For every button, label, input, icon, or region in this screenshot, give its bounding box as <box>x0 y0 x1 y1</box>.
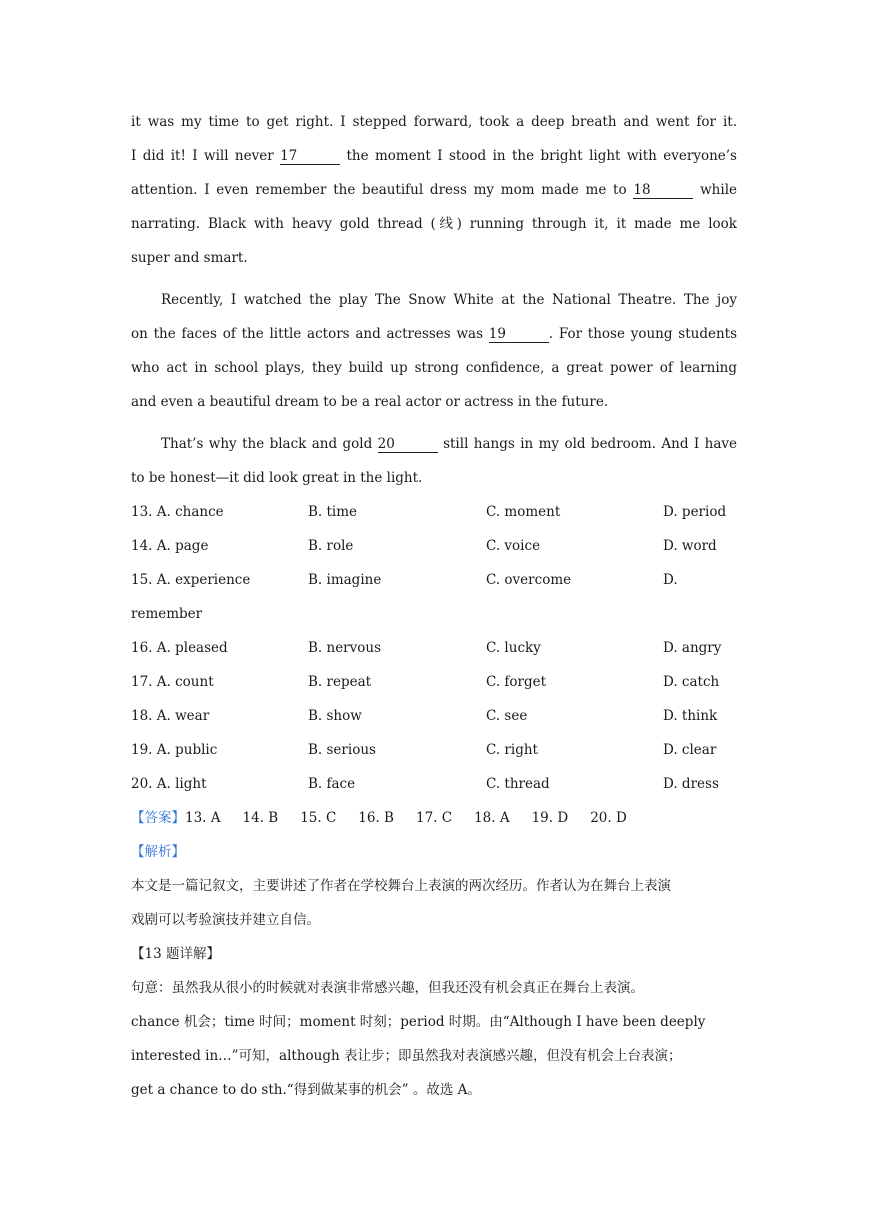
option-b: B. serious <box>308 742 376 758</box>
text-segment: the moment I stood in the bright light with everyone’s <box>340 148 737 164</box>
question-19 <box>131 733 737 767</box>
passage-paragraph-1 <box>131 105 737 275</box>
detail-line: 句意：虽然我从很小的时候就对表演非常感兴趣，但我还没有机会真正在舞台上表演。 <box>131 980 644 996</box>
analysis-summary-line: 本文是一篇记叙文，主要讲述了作者在学校舞台上表演的两次经历。作者认为在舞台上表演 <box>131 878 671 894</box>
blank-18: 18 <box>633 182 693 199</box>
question-20 <box>131 767 737 801</box>
text-line: and even a beautiful dream to be a real actor or actress in the future. <box>131 394 609 410</box>
option-a: 14. A. page <box>131 538 209 554</box>
question-list <box>131 495 737 801</box>
answer-item: 18. A <box>474 810 510 826</box>
spacer <box>131 275 737 283</box>
option-d: D. catch <box>663 674 720 690</box>
passage-paragraph-3 <box>131 427 737 495</box>
option-c: C. thread <box>486 776 550 792</box>
answer-item: 14. B <box>242 810 279 826</box>
option-c: C. see <box>486 708 528 724</box>
option-d-wrap: remember <box>131 606 203 622</box>
text-line: narrating. Black with heavy gold thread (线) running through it, it made me look <box>131 216 737 232</box>
option-d: D. period <box>663 504 727 520</box>
text-line <box>131 427 737 461</box>
option-b: B. show <box>308 708 362 724</box>
option-c: C. lucky <box>486 640 541 656</box>
option-b: B. imagine <box>308 572 382 588</box>
blank-19: 19 <box>489 326 549 343</box>
option-c: C. overcome <box>486 572 572 588</box>
option-a: 15. A. experience <box>131 572 251 588</box>
answer-item: 16. B <box>358 810 394 826</box>
text-segment: . For those young students <box>548 326 737 342</box>
option-d: D. dress <box>663 776 719 792</box>
blank-17: 17 <box>280 148 340 165</box>
option-b: B. role <box>308 538 354 554</box>
option-a: 19. A. public <box>131 742 218 758</box>
text-segment: attention. I even remember the beautiful dress my mom made me to <box>131 182 634 198</box>
analysis-summary-line: 戏剧可以考验演技并建立自信。 <box>131 912 320 928</box>
option-d: D. think <box>663 708 718 724</box>
detail-line: chance 机会；time 时间；moment 时刻；period 时期。由“Although I have been deeply <box>131 1014 706 1030</box>
option-c: C. forget <box>486 674 547 690</box>
option-a: 17. A. count <box>131 674 214 690</box>
text-segment: That’s why the black and gold <box>161 436 378 452</box>
text-line <box>131 317 737 351</box>
option-d: D. clear <box>663 742 717 758</box>
option-a: 13. A. chance <box>131 504 224 520</box>
option-b: B. repeat <box>308 674 372 690</box>
question-15 <box>131 563 737 597</box>
text-line <box>131 139 737 173</box>
option-a: 16. A. pleased <box>131 640 228 656</box>
option-b: B. time <box>308 504 358 520</box>
question-18 <box>131 699 737 733</box>
question-17 <box>131 665 737 699</box>
option-a: 18. A. wear <box>131 708 210 724</box>
answer-item: 13. A <box>185 810 221 826</box>
question-16 <box>131 631 737 665</box>
passage-paragraph-2 <box>131 283 737 419</box>
option-c: C. right <box>486 742 538 758</box>
text-segment: I did it! I will never <box>131 148 281 164</box>
text-segment: while <box>693 182 737 198</box>
detail-line: interested in…”可知，although 表让步；即虽然我对表演感兴趣，但没有机会上台表演； <box>131 1048 682 1064</box>
detail-line: get a chance to do sth.“得到做某事的机会” 。故选 A。 <box>131 1082 481 1098</box>
analysis-tag: 【解析】 <box>131 844 185 860</box>
question-14 <box>131 529 737 563</box>
text-line: it was my time to get right. I stepped forward, took a deep breath and went for it. <box>131 114 737 130</box>
blank-20: 20 <box>378 436 438 453</box>
text-line: to be honest—it did look great in the light. <box>131 470 423 486</box>
option-b: B. nervous <box>308 640 382 656</box>
text-segment: on the faces of the little actors and actresses was <box>131 326 489 342</box>
spacer <box>131 419 737 427</box>
answer-item: 19. D <box>531 810 569 826</box>
answer-line <box>131 801 737 835</box>
option-d: D. angry <box>663 640 722 656</box>
text-line: who act in school plays, they build up strong confidence, a great power of learning <box>131 360 737 376</box>
document-page <box>131 105 737 1107</box>
question-13 <box>131 495 737 529</box>
text-line: Recently, I watched the play The Snow White at the National Theatre. The joy <box>161 292 737 308</box>
option-b: B. face <box>308 776 356 792</box>
detail-tag: 【13 题详解】 <box>131 946 220 962</box>
option-a: 20. A. light <box>131 776 207 792</box>
answer-item: 20. D <box>590 810 627 826</box>
option-d: D. word <box>663 538 717 554</box>
answer-item: 17. C <box>415 810 453 826</box>
text-line: super and smart. <box>131 250 248 266</box>
option-d: D. <box>663 572 678 588</box>
option-c: C. moment <box>486 504 561 520</box>
answer-tag: 【答案】 <box>131 810 185 826</box>
answer-item: 15. C <box>300 810 337 826</box>
text-segment: still hangs in my old bedroom. And I have <box>437 436 737 452</box>
text-line <box>131 173 737 207</box>
option-c: C. voice <box>486 538 541 554</box>
